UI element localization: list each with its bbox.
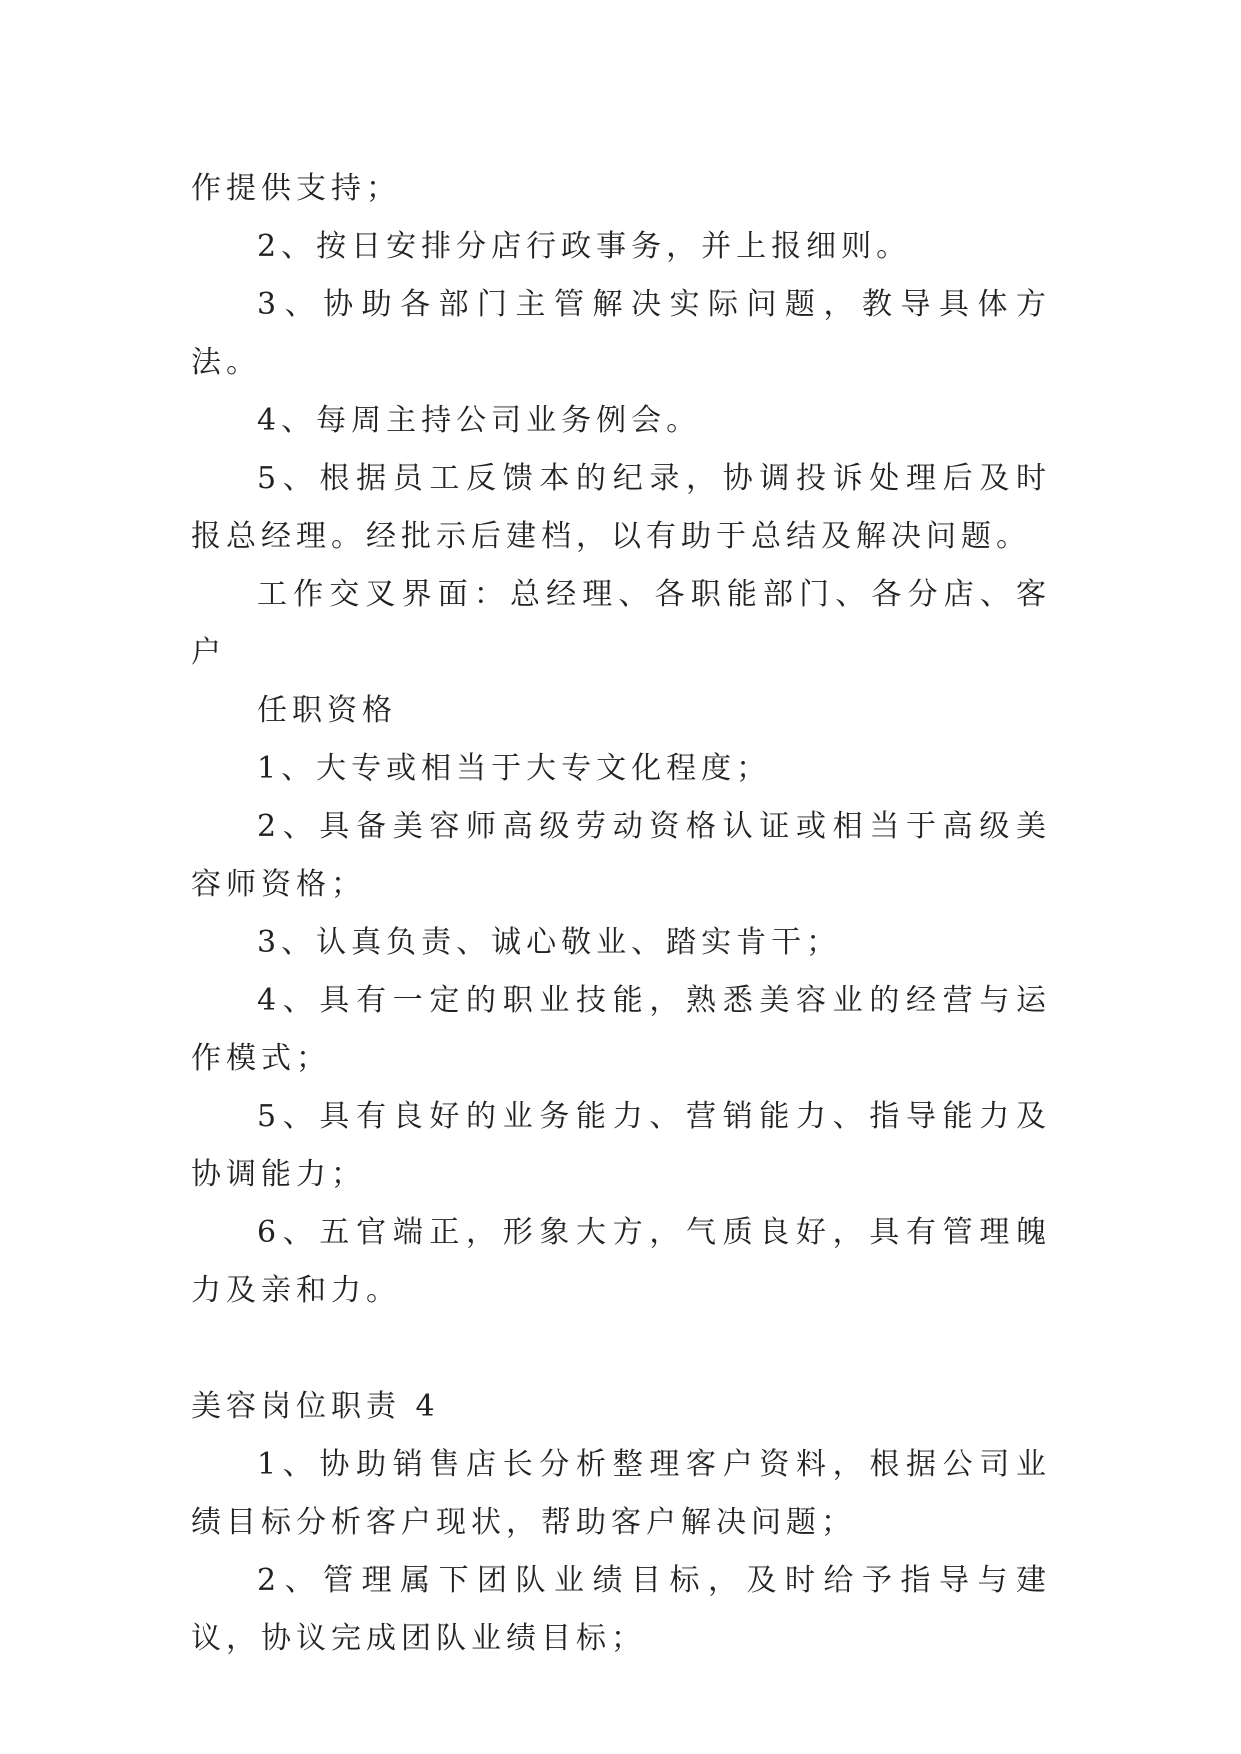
paragraph-4: 4、每周主持公司业务例会。: [257, 403, 702, 438]
paragraph-6: 工作交叉界面：总经理、各职能部门、各分店、客户: [191, 577, 1051, 670]
paragraph-9: 2、具备美容师高级劳动资格认证或相当于高级美容师资格；: [191, 809, 1051, 902]
paragraph-5: 5、根据员工反馈本的纪录，协调投诉处理后及时报总经理。经批示后建档，以有助于总结及解决问题。: [191, 461, 1051, 554]
paragraph-10: 3、认真负责、诚心敬业、踏实肯干；: [257, 925, 842, 960]
paragraph-2: 2、按日安排分店行政事务，并上报细则。: [257, 229, 912, 264]
paragraph-3: 3、协助各部门主管解决实际问题，教导具体方法。: [191, 287, 1051, 380]
paragraph-12: 5、具有良好的业务能力、营销能力、指导能力及协调能力；: [191, 1099, 1051, 1192]
paragraph-8: 1、大专或相当于大专文化程度；: [257, 751, 772, 786]
section-paragraph-1: 1、协助销售店长分析整理客户资料，根据公司业绩目标分析客户现状，帮助客户解决问题；: [191, 1447, 1051, 1540]
document-body: [191, 160, 1051, 1668]
paragraph-13: 6、五官端正，形象大方，气质良好，具有管理魄力及亲和力。: [191, 1215, 1051, 1308]
section-title: 美容岗位职责 4: [191, 1389, 440, 1424]
paragraph-1: 作提供支持；: [191, 171, 401, 206]
paragraph-11: 4、具有一定的职业技能，熟悉美容业的经营与运作模式；: [191, 983, 1051, 1076]
section-paragraph-2: 2、管理属下团队业绩目标，及时给予指导与建议，协议完成团队业绩目标；: [191, 1563, 1051, 1656]
qualifications-heading: 任职资格: [257, 693, 397, 728]
